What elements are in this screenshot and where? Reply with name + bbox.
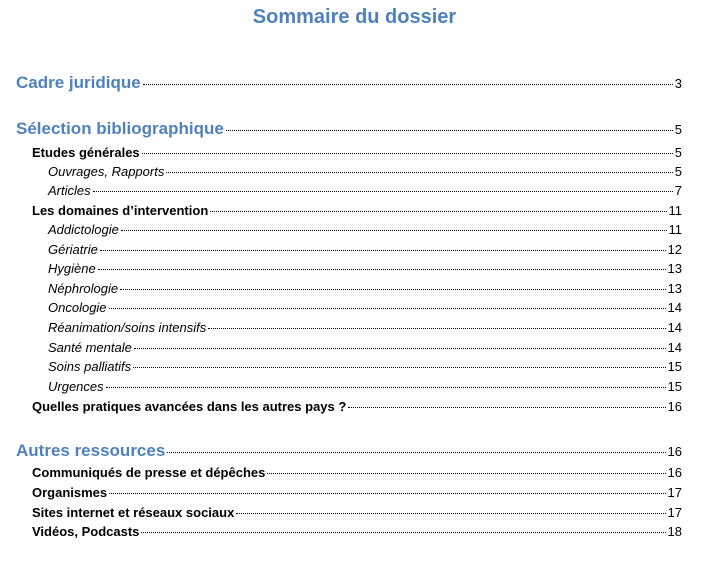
- toc-page-number: 5: [674, 122, 682, 137]
- toc-leader: [236, 513, 665, 514]
- toc-entry-label: Réanimation/soins intensifs: [48, 320, 207, 335]
- toc-leader: [106, 387, 666, 388]
- toc-page-number: 15: [667, 379, 682, 394]
- toc-entry-autres-ressources[interactable]: [16, 440, 682, 462]
- toc-entry-label: Organismes: [32, 485, 108, 500]
- toc-entry-sante-mentale[interactable]: [48, 339, 682, 357]
- toc-entry-label: Sites internet et réseaux sociaux: [32, 505, 235, 520]
- toc-entry-geriatrie[interactable]: [48, 241, 682, 259]
- toc-entry-communiques-presse[interactable]: [32, 464, 682, 482]
- toc-entry-label: Quelles pratiques avancées dans les autres pays ?: [32, 399, 347, 414]
- toc-entry-label: Sélection bibliographique: [16, 119, 224, 138]
- toc-page-number: 18: [667, 524, 682, 539]
- toc-leader: [109, 308, 666, 309]
- toc-entry-label: Gériatrie: [48, 242, 98, 257]
- toc-entry-selection-bibliographique[interactable]: [16, 118, 682, 140]
- toc-leader: [109, 493, 665, 494]
- toc-entry-videos-podcasts[interactable]: [32, 523, 682, 541]
- toc-page-number: 13: [667, 261, 682, 276]
- toc-leader: [166, 172, 672, 173]
- toc-page-number: 15: [667, 359, 682, 374]
- toc-entry-label: Hygiène: [48, 261, 96, 276]
- toc-page-number: 16: [667, 465, 682, 480]
- toc-page-number: 3: [674, 76, 682, 91]
- toc-leader: [93, 191, 673, 192]
- toc-entry-label: Ouvrages, Rapports: [48, 164, 165, 179]
- toc-leader: [134, 348, 666, 349]
- toc-leader: [210, 211, 666, 212]
- toc-entry-reanimation-soins-intensifs[interactable]: [48, 319, 682, 337]
- toc-leader: [141, 532, 665, 533]
- toc-page-number: 14: [667, 300, 682, 315]
- toc-page-number: 16: [667, 444, 682, 459]
- toc-entry-label: Vidéos, Podcasts: [32, 524, 140, 539]
- toc-page-number: 16: [667, 399, 682, 414]
- toc-leader: [98, 269, 666, 270]
- toc-page-number: 17: [667, 485, 682, 500]
- toc-page-number: 14: [667, 320, 682, 335]
- toc-leader: [121, 230, 667, 231]
- toc-entry-pratiques-avancees[interactable]: [32, 398, 682, 416]
- toc-entry-label: Les domaines d’intervention: [32, 203, 209, 218]
- toc-page-number: 7: [674, 183, 682, 198]
- toc-entry-label: Néphrologie: [48, 281, 119, 296]
- toc-entry-label: Etudes générales: [32, 145, 140, 160]
- toc-leader: [133, 367, 665, 368]
- toc-entry-label: Santé mentale: [48, 340, 132, 355]
- toc-entry-soins-palliatifs[interactable]: [48, 358, 682, 376]
- toc-entry-domaines-intervention[interactable]: [32, 202, 682, 220]
- toc-page-number: 11: [668, 203, 682, 218]
- toc-entry-hygiene[interactable]: [48, 260, 682, 278]
- toc-entry-label: Communiqués de presse et dépêches: [32, 465, 266, 480]
- toc-page-number: 5: [674, 145, 682, 160]
- toc-entry-addictologie[interactable]: [48, 221, 682, 239]
- toc-leader: [120, 289, 665, 290]
- toc-entry-oncologie[interactable]: [48, 299, 682, 317]
- toc-entry-label: Urgences: [48, 379, 104, 394]
- toc-entry-label: Cadre juridique: [16, 73, 141, 92]
- toc-page-number: 14: [667, 340, 682, 355]
- toc-entry-nephrologie[interactable]: [48, 280, 682, 298]
- toc-page-number: 17: [667, 505, 682, 520]
- toc-entry-etudes-generales[interactable]: [32, 144, 682, 162]
- toc-entry-urgences[interactable]: [48, 378, 682, 396]
- toc-page-number: 11: [668, 222, 682, 237]
- toc-leader: [348, 407, 665, 408]
- toc-entry-articles[interactable]: [48, 182, 682, 200]
- toc-leader: [143, 84, 673, 85]
- toc-entry-sites-internet[interactable]: [32, 504, 682, 522]
- toc-leader: [167, 452, 665, 453]
- toc-page-number: 12: [667, 242, 682, 257]
- toc-entry-cadre-juridique[interactable]: [16, 72, 682, 94]
- toc-entry-label: Articles: [48, 183, 91, 198]
- toc-leader: [142, 153, 673, 154]
- toc-entry-label: Soins palliatifs: [48, 359, 132, 374]
- toc-page-number: 5: [674, 164, 682, 179]
- toc-entry-organismes[interactable]: [32, 484, 682, 502]
- toc-page-number: 13: [667, 281, 682, 296]
- toc-entry-label: Addictologie: [48, 222, 119, 237]
- toc-entry-ouvrages-rapports[interactable]: [48, 163, 682, 181]
- toc-leader: [226, 130, 673, 131]
- toc-entry-label: Oncologie: [48, 300, 107, 315]
- toc-entry-label: Autres ressources: [16, 441, 166, 460]
- toc-leader: [100, 250, 666, 251]
- toc-leader: [208, 328, 665, 329]
- page-title: Sommaire du dossier: [252, 6, 457, 28]
- toc-leader: [267, 473, 665, 474]
